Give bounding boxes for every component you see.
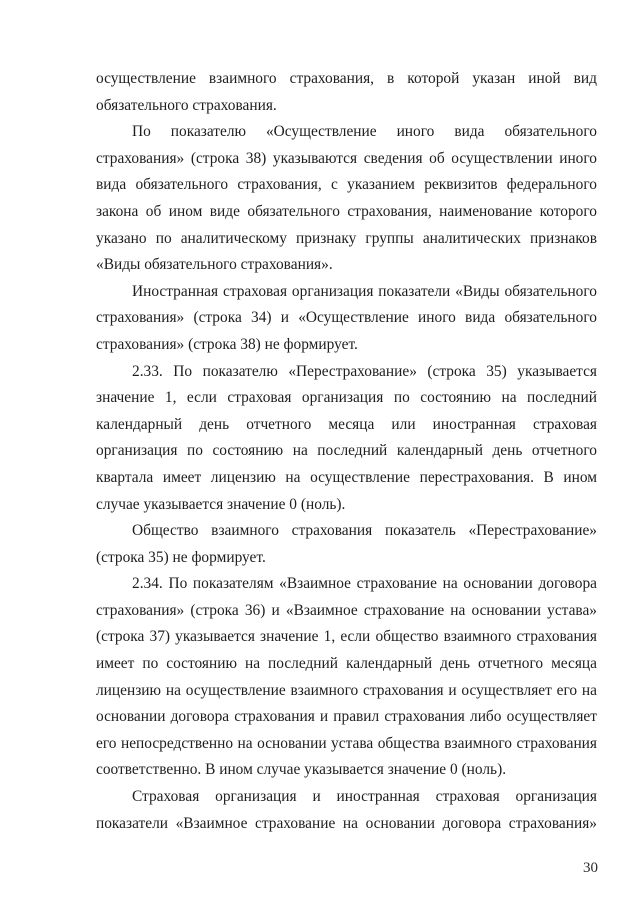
paragraph-foreign-insurer-lines-34-38: Иностранная страховая организация показатели «Виды обязательного страхования» (строка 34) и «Осуществление иного вида обязательного страхования» (строка 38) не формирует.	[96, 282, 597, 353]
page-number: 30	[583, 860, 598, 876]
paragraph-other-insurance-type: По показателю «Осуществление иного вида обязательного страхования» (строка 38) указываются сведения об осуществлении иного вида обязательного страхования, с указанием реквизитов федерального закона об ином виде обязательного страхования, наименование которого указано по аналитическому признаку группы аналитических признаков «Виды обязательного страхования».	[96, 123, 597, 274]
paragraph-mutual-society-reinsurance: Общество взаимного страхования показатель «Перестрахование» (строка 35) не формирует.	[96, 522, 597, 566]
paragraph-2-34-mutual-insurance: 2.34. По показателям «Взаимное страхование на основании договора страхования» (строка 36) и «Взаимное страхование на основании устава» (строка 37) указывается значение 1, если общество взаимного страхования имеет по состоянию на последний календарный день отчетного месяца лицензию на осуществление взаимного страхования и осуществляет его на основании договора страхования и правил страхования либо осуществляет его непосредственно на основании устава общества взаимного страхования соответственно. В ином случае указывается значение 0 (ноль).	[96, 575, 597, 779]
paragraph-insurer-mutual-insurance-cont: Страховая организация и иностранная страховая организация показатели «Взаимное страхование на основании договора страхования»	[96, 788, 597, 832]
document-body	[96, 66, 597, 837]
paragraph-continuation: осуществление взаимного страхования, в которой указан иной вид обязательного страхования.	[96, 70, 597, 114]
paragraph-2-33-reinsurance: 2.33. По показателю «Перестрахование» (строка 35) указывается значение 1, если страховая организация по состоянию на последний календарный день отчетного месяца или иностранная страховая организация по состоянию на последний календарный день отчетного квартала имеет лицензию на осуществление перестрахования. В ином случае указывается значение 0 (ноль).	[96, 362, 597, 513]
